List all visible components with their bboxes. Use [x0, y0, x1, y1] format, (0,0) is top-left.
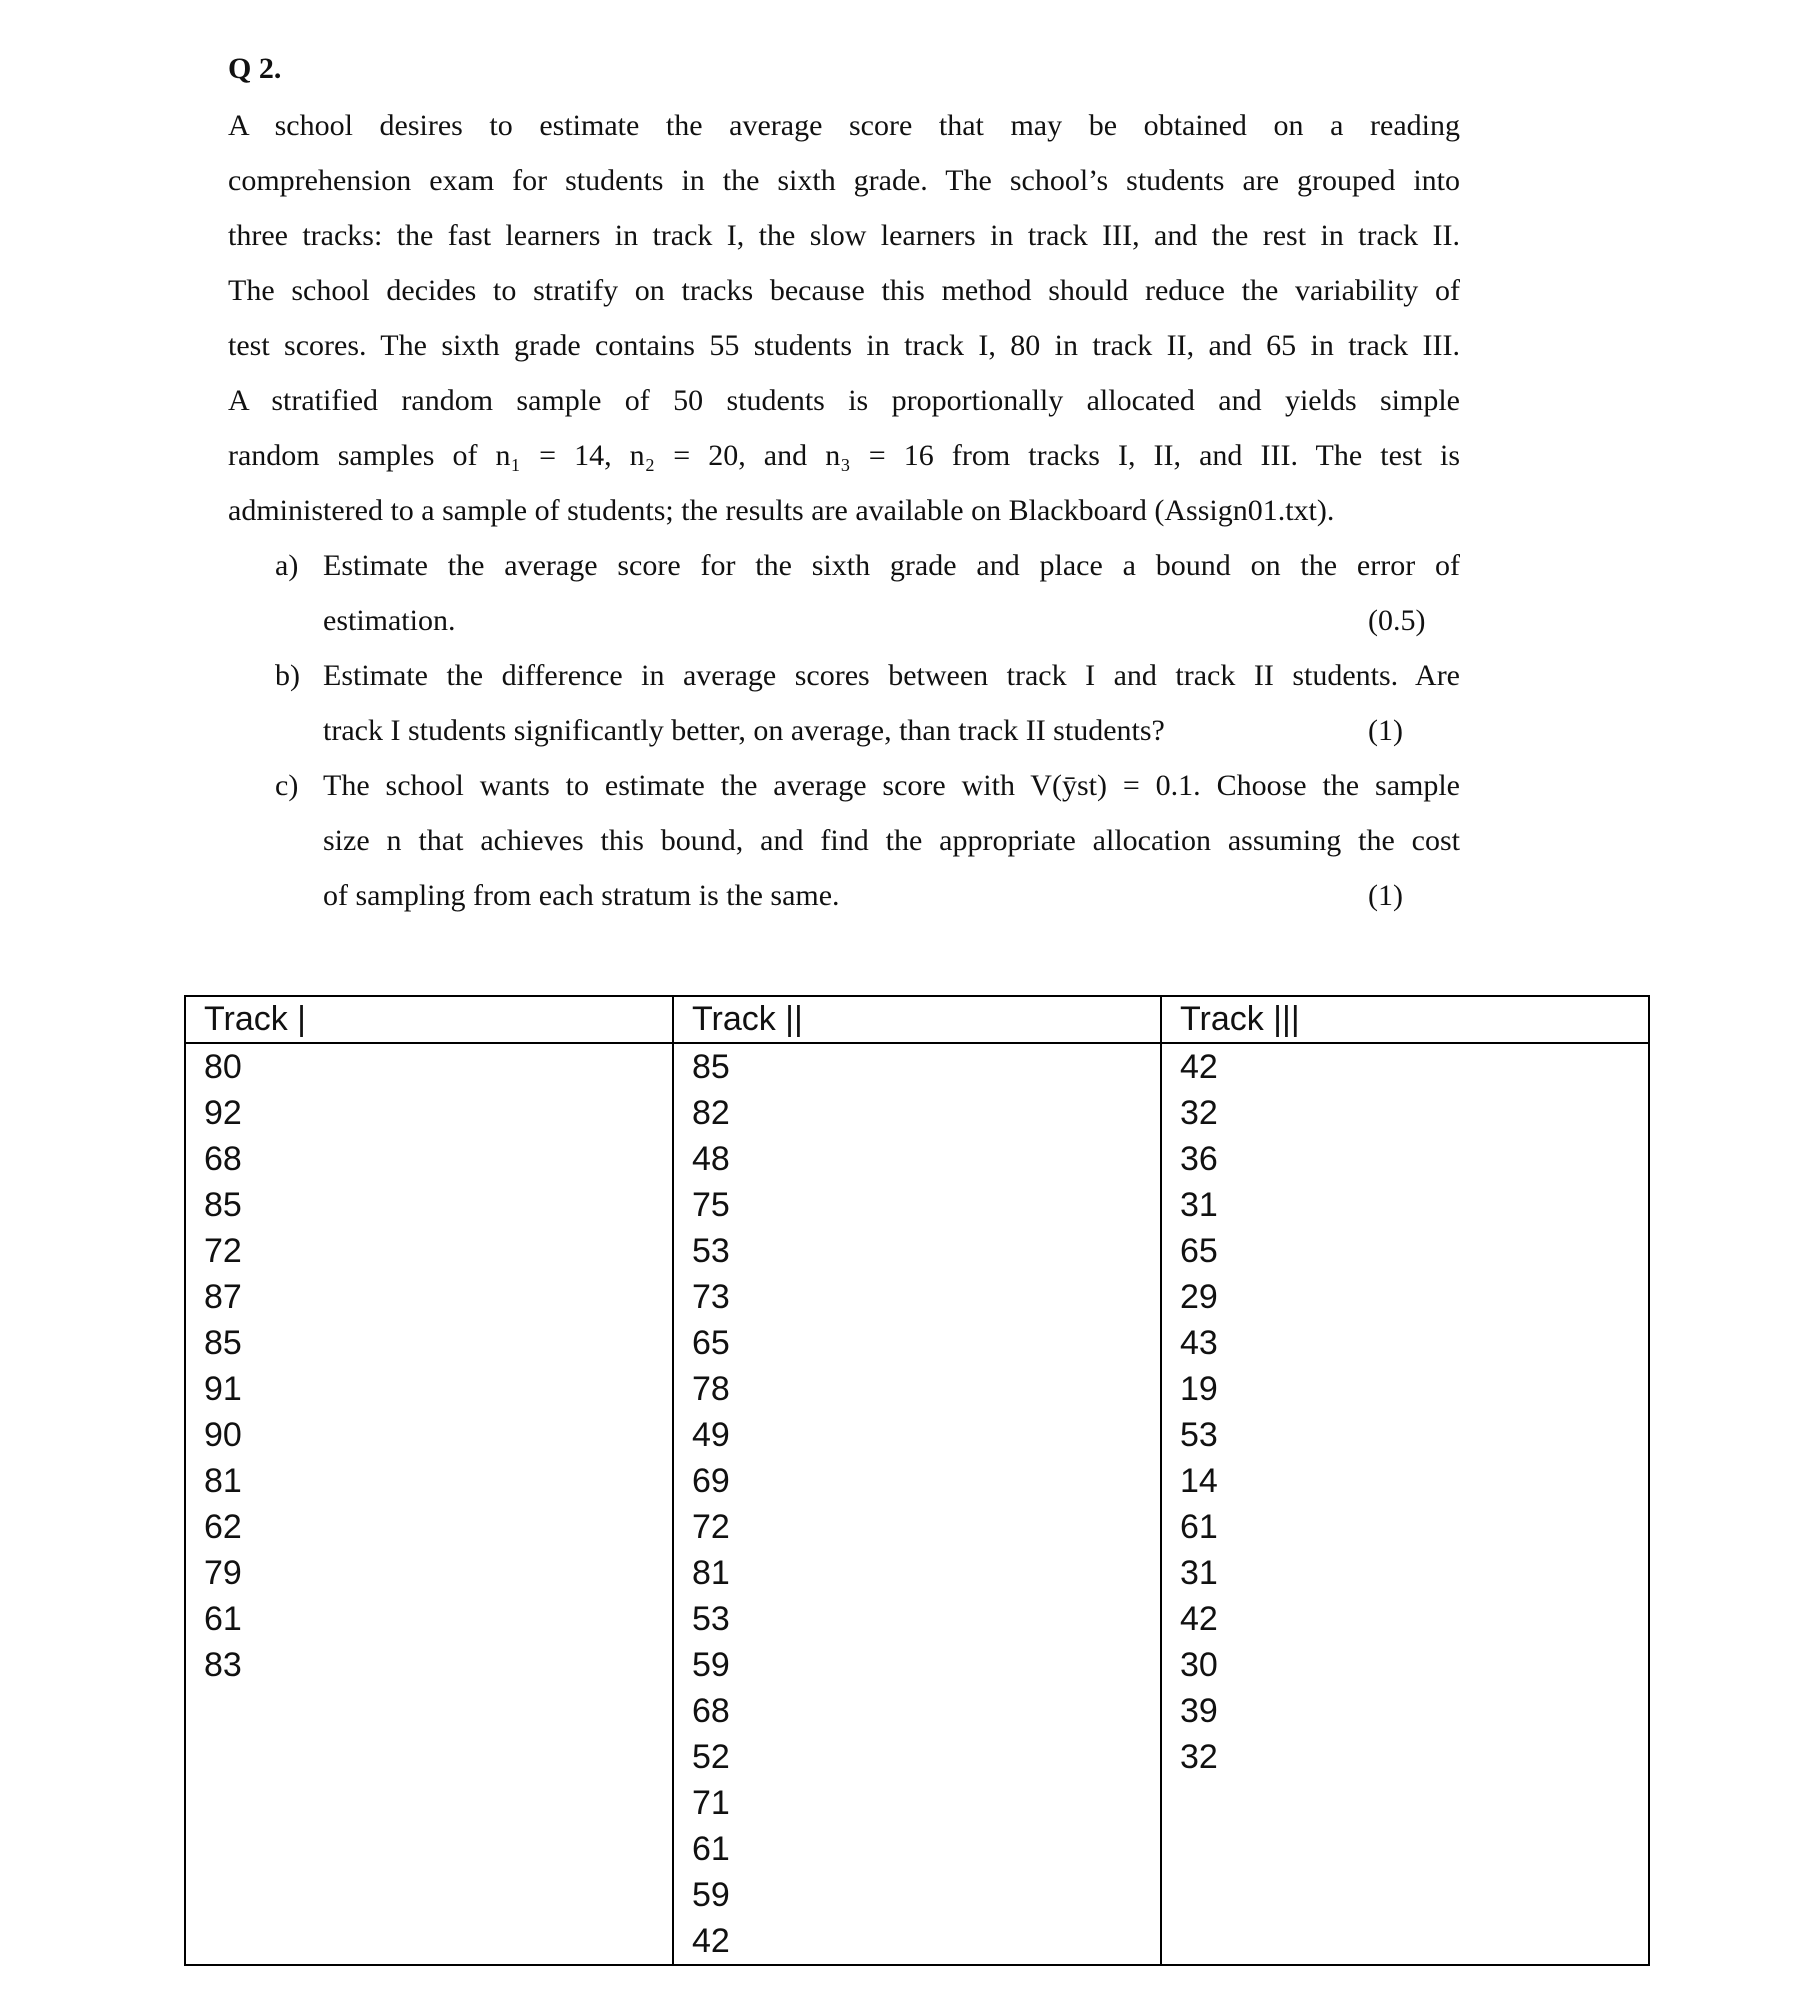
cell-track-2: 75	[673, 1182, 1161, 1228]
paragraph-line: random samples of n₁ = 14, n₂ = 20, and n₃ = 16 from tracks I, II, and III. The test is	[228, 439, 1460, 472]
cell-track-3: 36	[1161, 1136, 1649, 1182]
table-row	[185, 1550, 1649, 1596]
cell-track-1: 79	[185, 1550, 673, 1596]
part-line: of sampling from each stratum is the same.	[323, 879, 840, 912]
header-track-2: Track ||	[673, 996, 1161, 1043]
table-row	[185, 1734, 1649, 1780]
table-row	[185, 1228, 1649, 1274]
table-row	[185, 1090, 1649, 1136]
cell-track-2: 49	[673, 1412, 1161, 1458]
cell-track-3	[1161, 1872, 1649, 1918]
cell-track-1: 80	[185, 1043, 673, 1090]
part-label: a)	[275, 549, 299, 582]
cell-track-3: 30	[1161, 1642, 1649, 1688]
cell-track-3: 43	[1161, 1320, 1649, 1366]
cell-track-3: 32	[1161, 1734, 1649, 1780]
cell-track-1: 85	[185, 1320, 673, 1366]
cell-track-2: 65	[673, 1320, 1161, 1366]
table-header-row	[185, 996, 1649, 1043]
cell-track-1	[185, 1872, 673, 1918]
cell-track-1	[185, 1688, 673, 1734]
paragraph-line: A school desires to estimate the average score that may be obtained on a reading	[228, 109, 1460, 142]
cell-track-3: 14	[1161, 1458, 1649, 1504]
table-row	[185, 1274, 1649, 1320]
scores-table	[184, 995, 1650, 1966]
cell-track-1	[185, 1826, 673, 1872]
cell-track-1: 68	[185, 1136, 673, 1182]
table-row	[185, 1043, 1649, 1090]
table-row	[185, 1642, 1649, 1688]
part-line: estimation.	[323, 604, 456, 637]
cell-track-2: 72	[673, 1504, 1161, 1550]
table-body	[185, 1043, 1649, 1965]
cell-track-3: 61	[1161, 1504, 1649, 1550]
table-row	[185, 1780, 1649, 1826]
part-line: The school wants to estimate the average score with V(ȳst) = 0.1. Choose the sample	[323, 769, 1460, 802]
cell-track-2: 81	[673, 1550, 1161, 1596]
cell-track-1: 81	[185, 1458, 673, 1504]
table-row	[185, 1872, 1649, 1918]
question-title: Q 2.	[228, 52, 282, 85]
table-row	[185, 1826, 1649, 1872]
paragraph-line: three tracks: the fast learners in track I, the slow learners in track III, and the rest in track II.	[228, 219, 1460, 252]
cell-track-2: 42	[673, 1918, 1161, 1965]
table-row	[185, 1136, 1649, 1182]
cell-track-2: 53	[673, 1596, 1161, 1642]
header-track-1: Track |	[185, 996, 673, 1043]
question-paragraph	[228, 98, 1460, 538]
paragraph-line: comprehension exam for students in the sixth grade. The school’s students are grouped into	[228, 164, 1460, 197]
paragraph-line: The school decides to stratify on tracks because this method should reduce the variability of	[228, 274, 1460, 307]
cell-track-2: 73	[673, 1274, 1161, 1320]
part-points: (1)	[1368, 714, 1403, 747]
part-line: track I students significantly better, on average, than track II students?	[323, 714, 1165, 747]
cell-track-2: 59	[673, 1642, 1161, 1688]
cell-track-2: 82	[673, 1090, 1161, 1136]
cell-track-3: 65	[1161, 1228, 1649, 1274]
cell-track-2: 71	[673, 1780, 1161, 1826]
part-label: b)	[275, 659, 300, 692]
cell-track-3: 39	[1161, 1688, 1649, 1734]
cell-track-2: 52	[673, 1734, 1161, 1780]
paragraph-line: administered to a sample of students; the results are available on Blackboard (Assign01.txt).	[228, 494, 1335, 527]
cell-track-3: 19	[1161, 1366, 1649, 1412]
cell-track-3	[1161, 1780, 1649, 1826]
cell-track-1: 91	[185, 1366, 673, 1412]
cell-track-1: 87	[185, 1274, 673, 1320]
table-row	[185, 1366, 1649, 1412]
cell-track-1: 72	[185, 1228, 673, 1274]
paragraph-line: A stratified random sample of 50 students is proportionally allocated and yields simple	[228, 384, 1460, 417]
table-row	[185, 1182, 1649, 1228]
cell-track-1: 83	[185, 1642, 673, 1688]
part-line: Estimate the difference in average scores between track I and track II students. Are	[323, 659, 1460, 692]
cell-track-2: 61	[673, 1826, 1161, 1872]
table-row	[185, 1320, 1649, 1366]
table-row	[185, 1596, 1649, 1642]
cell-track-3: 42	[1161, 1043, 1649, 1090]
part-points: (1)	[1368, 879, 1403, 912]
cell-track-3	[1161, 1826, 1649, 1872]
cell-track-1: 85	[185, 1182, 673, 1228]
cell-track-1: 62	[185, 1504, 673, 1550]
cell-track-2: 48	[673, 1136, 1161, 1182]
part-label: c)	[275, 769, 299, 802]
table-row	[185, 1412, 1649, 1458]
part-line: size n that achieves this bound, and find the appropriate allocation assuming the cost	[323, 824, 1460, 857]
cell-track-3: 31	[1161, 1182, 1649, 1228]
cell-track-3: 32	[1161, 1090, 1649, 1136]
cell-track-2: 85	[673, 1043, 1161, 1090]
cell-track-1	[185, 1780, 673, 1826]
header-track-3: Track |||	[1161, 996, 1649, 1043]
table-row	[185, 1458, 1649, 1504]
cell-track-3: 29	[1161, 1274, 1649, 1320]
cell-track-2: 53	[673, 1228, 1161, 1274]
cell-track-3	[1161, 1918, 1649, 1965]
cell-track-2: 59	[673, 1872, 1161, 1918]
cell-track-1: 92	[185, 1090, 673, 1136]
cell-track-3: 31	[1161, 1550, 1649, 1596]
cell-track-1: 61	[185, 1596, 673, 1642]
table-row	[185, 1504, 1649, 1550]
paragraph-line: test scores. The sixth grade contains 55 students in track I, 80 in track II, and 65 in track III.	[228, 329, 1460, 362]
cell-track-3: 53	[1161, 1412, 1649, 1458]
cell-track-2: 69	[673, 1458, 1161, 1504]
cell-track-1	[185, 1734, 673, 1780]
part-points: (0.5)	[1368, 604, 1426, 637]
part-line: Estimate the average score for the sixth grade and place a bound on the error of	[323, 549, 1460, 582]
cell-track-2: 78	[673, 1366, 1161, 1412]
cell-track-1: 90	[185, 1412, 673, 1458]
cell-track-1	[185, 1918, 673, 1965]
table-row	[185, 1688, 1649, 1734]
cell-track-3: 42	[1161, 1596, 1649, 1642]
table-row	[185, 1918, 1649, 1965]
cell-track-2: 68	[673, 1688, 1161, 1734]
